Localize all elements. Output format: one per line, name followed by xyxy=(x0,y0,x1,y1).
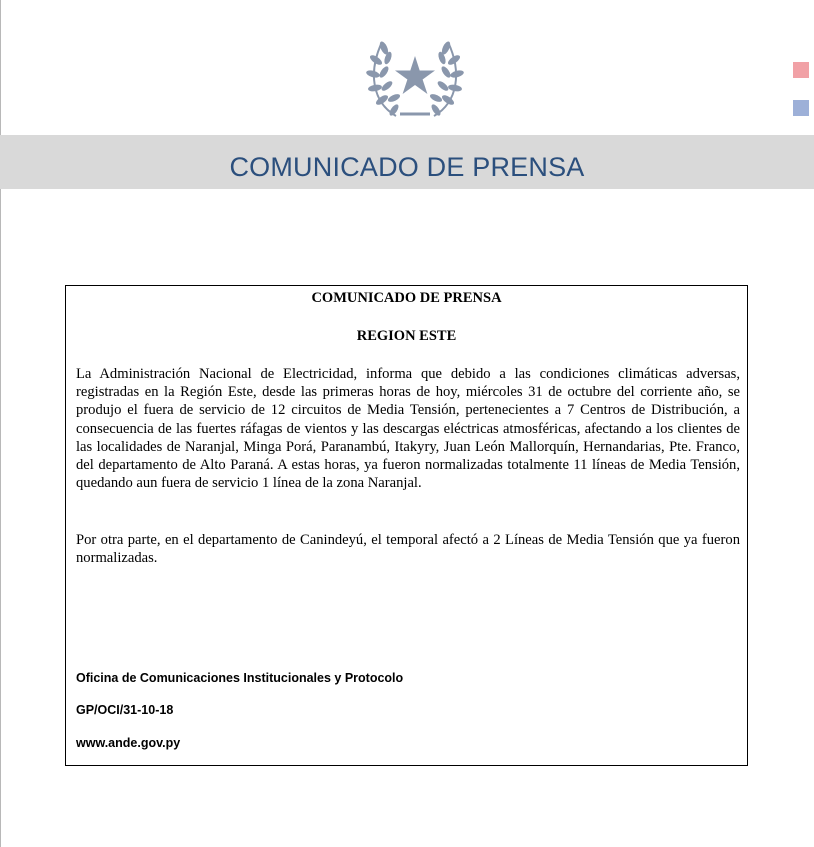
document-title: COMUNICADO DE PRENSA xyxy=(311,290,502,306)
website-text: www.ande.gov.py xyxy=(76,736,181,750)
body-paragraph: La Administración Nacional de Electricidad, informa que debido a las condiciones climáticas adversas, registradas en la Región Este, desde las primeras horas de hoy, miércoles 31 de octubre del corriente año, se produjo el fuera de servicio de 12 circuitos de Media Tensión, pertenecientes a 7 Centros de Distribución, a consecuencia de las fuertes ráfagas de vientos y las descargas eléctricas atmosféricas, afectando a los clientes de las localidades de Naranjal, Minga Porá, Paranambú, Itakyry, Juan León Mallorquín, Hernandarias, Pte. Franco, del departamento de Alto Paraná. A estas horas, ya fueron normalizadas totalmente 11 líneas de Media Tensión, quedando aun fuera de servicio 1 línea de la zona Naranjal. xyxy=(76,366,740,492)
page-left-rule xyxy=(0,0,1,847)
reference-code: GP/OCI/31-10-18 xyxy=(76,703,174,717)
blue-square-decoration xyxy=(793,100,809,116)
press-release-box xyxy=(65,285,748,766)
document-subtitle: REGION ESTE xyxy=(356,328,457,344)
body-paragraph: Por otra parte, en el departamento de Canindeyú, el temporal afectó a 2 Líneas de Media Tensión que ya fueron normalizadas. xyxy=(76,532,740,567)
star-laurel-seal-icon xyxy=(366,34,464,120)
office-name: Oficina de Comunicaciones Institucionales y Protocolo xyxy=(76,671,404,685)
red-square-decoration xyxy=(793,62,809,78)
title-banner xyxy=(0,135,814,189)
banner-title: COMUNICADO DE PRENSA xyxy=(229,152,585,182)
